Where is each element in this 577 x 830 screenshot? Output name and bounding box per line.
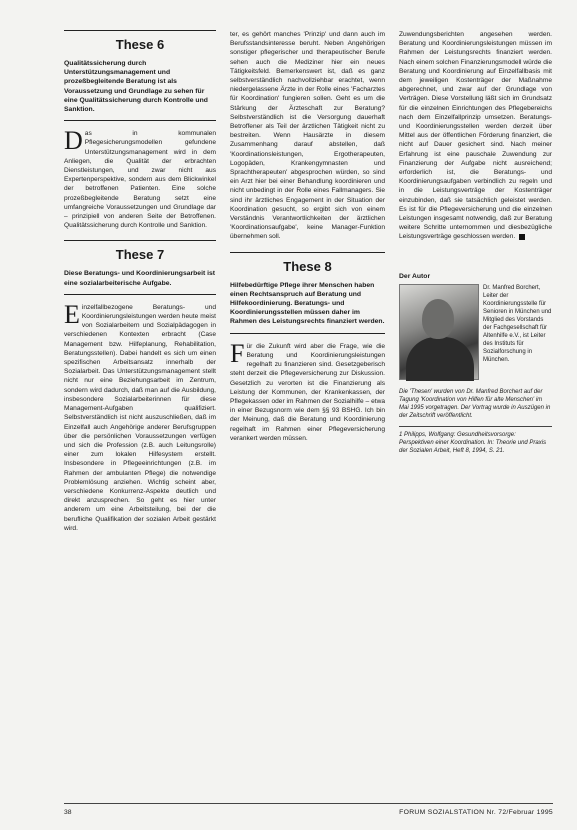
publication-footer: FORUM SOZIALSTATION Nr. 72/Februar 1995 [399,809,553,816]
column-2-body: ter, es gehört manches 'Prinzip' und dann auch im Berufsstandsinteresse beruht. Neben Angehörigen sonstiger pflegerischer und therapeutischer Berufe sehen auch die Mediziner hier ein neues Tätigkeitsfeld. Bemerkenswert ist, daß es ganz selbstverständlich nachvollziehbar erachtet, wenn niedergelassene Ärzte in der Rolle eines 'Facharztes für Koordination' fungieren sollen. Geht es um die Stärkung der Ärzteschaft zur Beratung? Selbstverständlich ist die Versorgung dauerhaft Betroffener als Teil der ärztlichen Tätigkeit nicht zu bestreiten. Wenn Hausärzte in diesem Zusammenhang darauf abstellen, daß 'Koordinationsleistungen, Ergotherapeuten, Logopäden, Krankengymnasten und Sprachtherapeuten' abgesprochen würden, so sind ein Arzt hier bei einer Behandlung koordinieren und nicht unbedingt in der Rolle eines Fallmanagers. Sie sind ihr ärztliches Engagement in der Situation der Koordination gesucht, so ergibt sich von einem Verständnis Verantwortlichkeiten der ärztlichen 'Koordinationsaufgabe', keine Manager-Funktion übernehmen soll. [230,31,385,241]
page-number: 38 [64,809,72,816]
these-8-title: These 8 [230,252,385,275]
these-7-dropcap: E [64,299,80,329]
these-7-summary: Diese Beratungs- und Koordinierungsarbeit ist eine sozialarbeiterische Aufgabe. [64,269,216,294]
these-6-body [64,126,216,230]
these-7-body [64,299,216,533]
these-7-text: inzelfallbezogene Beratungs- und Koordinierungsleistungen werden heute meist von Sozialarbeitern und Sozialpädagogen in verschiedenen Kontexten erbracht (Case Management bzw. Hilfeplanung, Rehabilitation, Beratungsstellen). Dabei handelt es sich um einen spezifischen Arbeitsansatz innerhalb der Sozialarbeit. Das Unterstützungsmanagement stellt nicht nur eine Beziehungsarbeit im Zentrum, sondern wird dadurch, daß man auf die Ausbildung, insbesondere Sozialarbeiterinnen für diese Management-Aufgaben qualifiziert. Selbstverständlich ist nicht auszuschließen, daß im Einzelfall auch Angehörige anderer Berufsgruppen über die persönlichen Voraussetzungen verfügen und sich die Profession (z.B. auch Leitungsrolle) einer zum lokalen Hilfesystem erstellt. Insbesondere in Pflegeeinrichtungen (z.B. im Rahmen der ambulanten Pflege) die notwendige Problemlösung anziehen. Wichtig scheint aber, verschiedene Konkurrenz-Aspekte deutlich und direkt anzusprechen. So geht es hier unter anderem um eine Arbeitsteilung, bei der die berufliche Qualifikation der sozialen Arbeit gestärkt wird. [64,303,216,532]
these-6-dropcap: D [64,126,83,156]
footer-rule [64,803,553,804]
author-block [399,284,552,380]
these-8-dropcap: F [230,338,245,368]
footnote: 1 Philipps, Wolfgang: Gesundheitsvorsorge: Perspektiven einer Koordination. In: Theorie und Praxis der Sozialen Arbeit, Heft 8, 1994, S. 21. [399,426,552,455]
column-2 [230,30,385,443]
column-1 [64,30,216,533]
these-8-body [230,338,385,443]
these-6-title: These 6 [64,30,216,53]
these-7-title: These 7 [64,240,216,263]
these-8-text: ür die Zukunft wird aber die Frage, wie die Beratung und Koordinierungsleistungen regelhaft zu finanzieren sind. Gesetzgeberisch steht derzeit die Pflegeversicherung zur Diskussion. Gesetzlich zu verorten ist die Finanzierung als Leistung der Kommunen, der Krankenkassen, der Pflegekassen oder im Rahmen der Sozialhilfe – etwa in einer Bezugsnorm wie dem §§ 93 BSHG. Ich bin der Meinung, daß die Beratung und Koordinierung regelhaft im Rahmen einer Pflegeversicherung verankert werden müssen. [230,342,385,442]
column-3 [399,30,552,455]
these-6-summary: Qualitätssicherung durch Unterstützungsmanagement und prozeßbegleitende Beratung ist als Voraussetzung und Grundlage zu sehen für eine Qualitätssicherung durch Kontrolle und Sanktion. [64,59,216,121]
author-heading: Der Autor [399,272,431,280]
column-3-body [399,30,552,242]
end-of-article-mark [519,234,525,240]
these-8-summary: Hilfebedürftige Pflege ihrer Menschen haben einen Rechtsanspruch auf Beratung und Hilfekoordinierung. Beratungs- und Koordinierungsstellen müssen daher im Rahmen des Leistungsrechts finanziert werden. [230,281,385,334]
author-photo [399,284,479,380]
author-bio: Dr. Manfred Borchert, Leiter der Koordinierungsstelle für Senioren in München und Mitglied des Vorstands der Fachgesellschaft für Altenhilfe e.V., ist Leiter des Instituts für Sozialforschung in München. [483,284,552,363]
these-6-text: as in kommunalen Pflegesicherungsmodellen gefundene Unterstützungsmanagement wird in dem Anliegen, die Qualität der erbrachten Dienstleistungen, und zwar nicht aus Expertenperspektive, sondern aus dem Blickwinkel der betroffenen Patienten. Eine solche prozeßbegleitende Beratung setzt eine umfangreiche Voraussetzungen und Grundlage dar – prinzipiell von anderen Seite der Betroffenen. Qualitätssicherung durch Kontrolle und Sanktion. [64,130,216,230]
source-note: Die 'Thesen' wurden von Dr. Manfred Borchert auf der Tagung 'Koordination von Hilfen für alte Menschen' im Mai 1995 vorgetragen. Der Vortrag wurde in Auszügen in der Zeitschrift veröffentlicht. [399,388,551,419]
column-3-text: Zuwendungsberichten angesehen werden. Beratung und Koordinierungsleistungen müssen im Rahmen der Leistungsrechts finanziert werden. Nach einem solchen Finanzierungsmodell würde die Beratung und Koordinierung auf Einzelfallbasis mit dem jeweiligen Kostenträger der Maßnahme abgerechnet, und zwar auf der Grundlage von Verträgen. Diese Vorstellung läßt sich im Grundsatz für die einzelnen Einrichtungen des Pflegebereichs nach dem Einzelfallprinzip umsetzen. Beratungs- und Koordinierungsstellen werden derzeit über Mittel aus der öffentlichen Förderung finanziert, die nicht auf Dauer gesichert sind. Nach meiner Erfahrung ist eine pauschale Zuwendung zur Finanzierung der Aufgabe nicht ausreichend; erforderlich ist, die Beratungs- und Koordinierungsaufgaben verbindlich zu regeln und in die Leistungsverträge der Kostenträger einzubinden, daß sie tatsächlich geleistet werden. Es ist für die Pflegeversicherung und die einzelnen Leistungen insgesamt notwendig, daß zur Beratung weitere Schritte unternommen und diesbezügliche Leistungsverträge geschlossen werden. [399,31,552,241]
